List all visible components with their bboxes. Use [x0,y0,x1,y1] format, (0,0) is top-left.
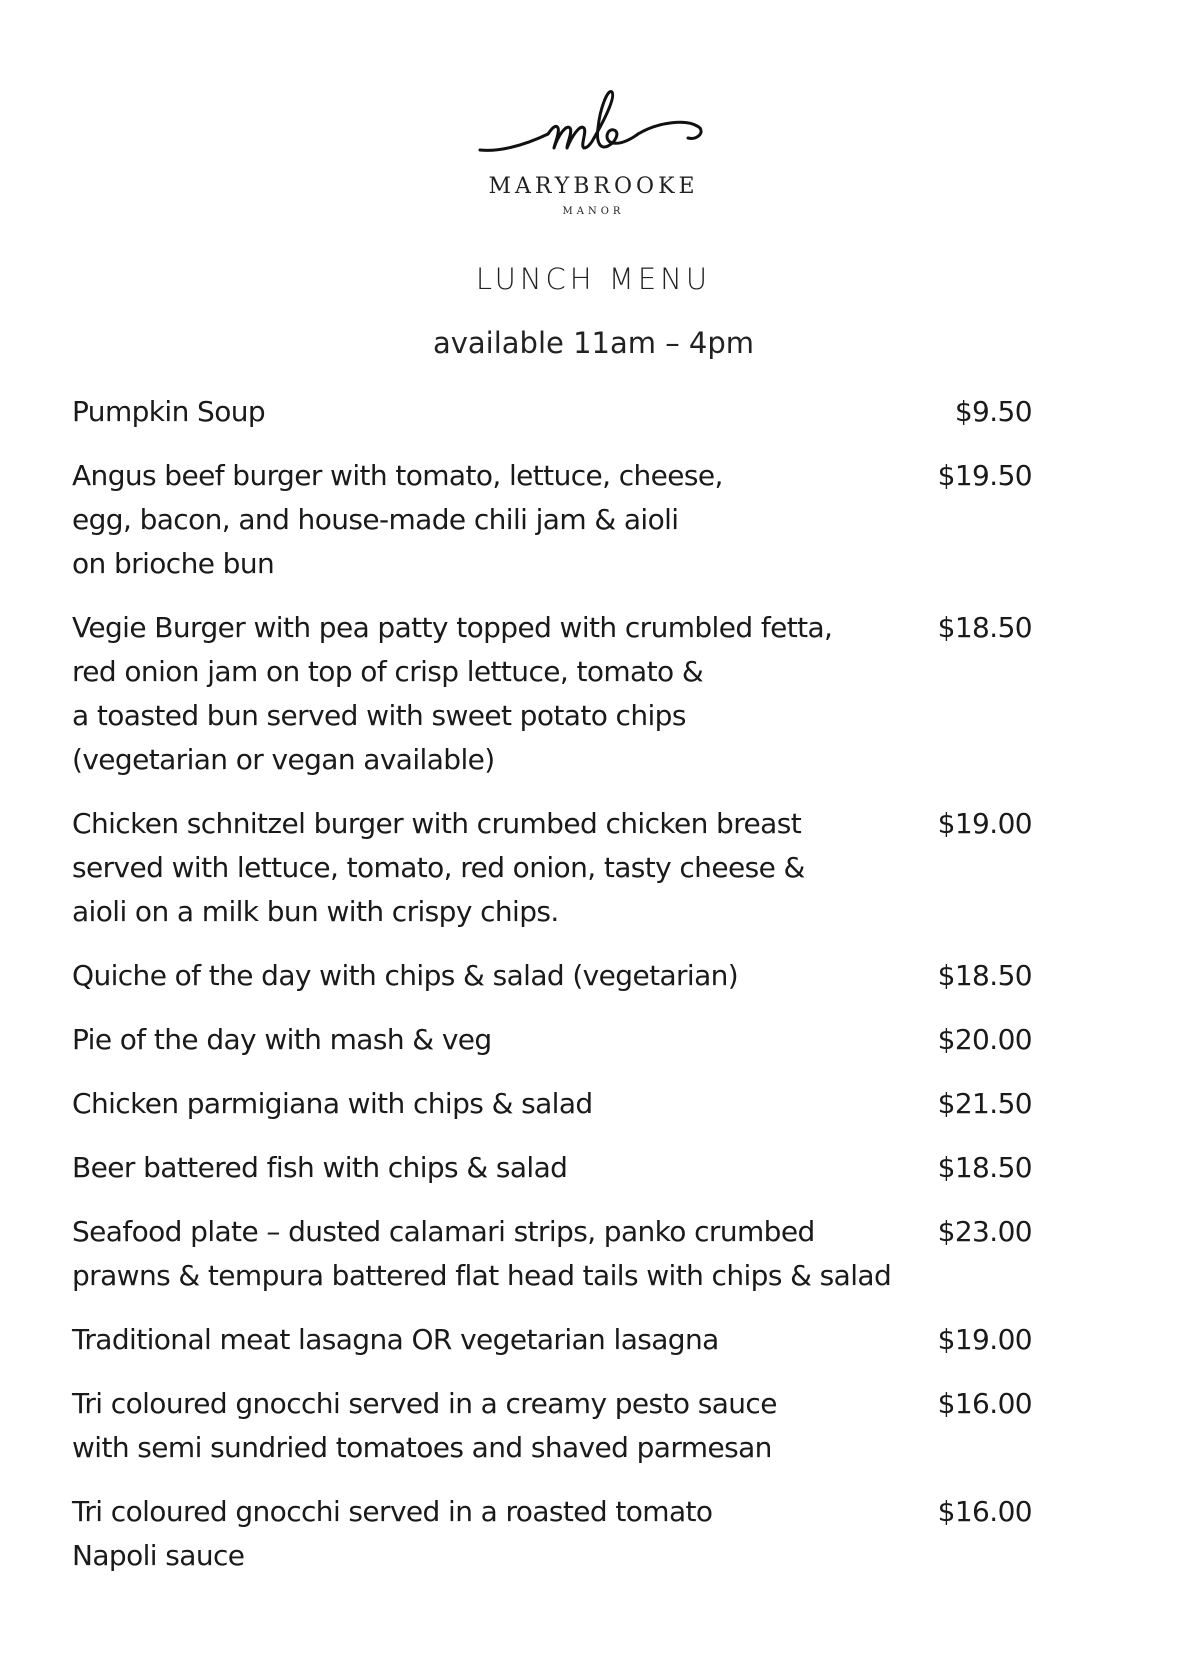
brand-name: MARYBROOKE [488,174,699,199]
menu-item [72,802,1032,934]
menu-item [72,1382,1032,1470]
menu-item-price: $23.00 [937,1215,1032,1248]
menu-item [72,606,1032,782]
menu-item-price: $19.50 [937,459,1032,492]
menu-item-name: Pumpkin Soup [72,395,266,428]
menu-item-name: Quiche of the day with chips & salad (vegetarian) [72,959,739,992]
brand-subname: MANOR [562,206,625,217]
menu-item-price: $18.50 [937,1151,1032,1184]
menu-item-name: Chicken parmigiana with chips & salad [72,1087,593,1120]
menu-item [72,1082,1032,1126]
menu-item-price: $9.50 [954,395,1032,428]
menu-item [72,954,1032,998]
menu-item [72,1210,1032,1298]
menu-item [72,454,1032,586]
menu-item-price: $20.00 [937,1023,1032,1056]
menu-item-price: $19.00 [937,1323,1032,1356]
menu-item-name: Chicken schnitzel burger with crumbed chicken breast served with lettuce, tomato, red onion, tasty cheese & aioli on a milk bun with crispy chips. [72,807,805,928]
menu-hours: available 11am – 4pm [432,326,755,360]
menu-item-name: Tri coloured gnocchi served in a creamy pesto sauce with semi sundried tomatoes and shaved parmesan [72,1387,777,1464]
menu-items-list [72,390,1032,1598]
menu-item-price: $19.00 [937,807,1032,840]
menu-item [72,1018,1032,1062]
menu-item [72,1318,1032,1362]
monogram-icon [478,88,708,168]
menu-item-name: Pie of the day with mash & veg [72,1023,492,1056]
menu-item [72,1146,1032,1190]
menu-item-name: Traditional meat lasagna OR vegetarian lasagna [72,1323,719,1356]
menu-item-name: Seafood plate – dusted calamari strips, panko crumbed prawns & tempura battered flat head tails with chips & salad [72,1215,892,1292]
menu-item-price: $16.00 [937,1387,1032,1420]
menu-item-name: Tri coloured gnocchi served in a roasted tomato Napoli sauce [72,1495,713,1572]
menu-item-price: $16.00 [937,1495,1032,1528]
menu-item-name: Vegie Burger with pea patty topped with crumbled fetta, red onion jam on top of crisp lettuce, tomato & a toasted bun served with sweet potato chips (vegetarian or vegan available) [72,611,833,776]
brand-logo [0,78,1187,228]
menu-item-price: $21.50 [937,1087,1032,1120]
menu-item [72,1490,1032,1578]
page-title: LUNCH MENU [475,262,712,296]
menu-item-price: $18.50 [937,959,1032,992]
menu-item [72,390,1032,434]
menu-item-price: $18.50 [937,611,1032,644]
menu-item-name: Angus beef burger with tomato, lettuce, cheese, egg, bacon, and house-made chili jam & aioli on brioche bun [72,459,723,580]
menu-item-name: Beer battered fish with chips & salad [72,1151,568,1184]
